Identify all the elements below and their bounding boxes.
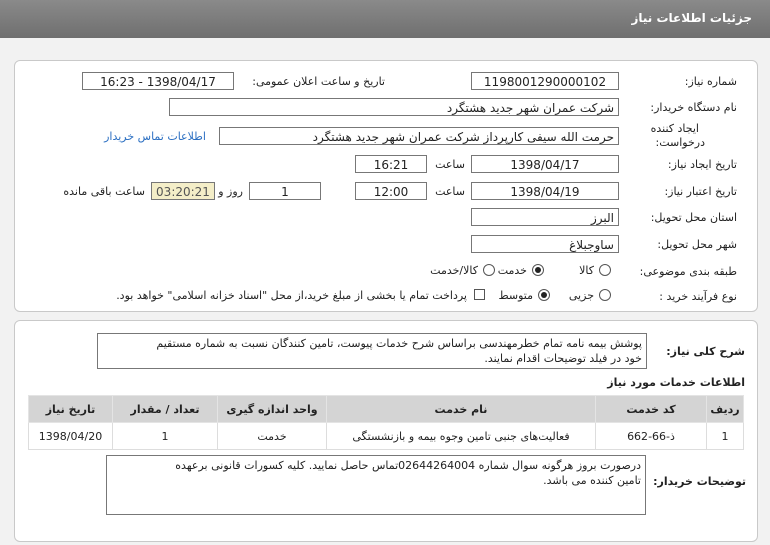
buyer-notes-line-1: درصورت بروز هرگونه سوال شماره 02644264004تماس حاصل نمایید. کلیه کسورات قانونی برعهده bbox=[175, 459, 641, 472]
city-field[interactable]: ساوجبلاغ bbox=[471, 235, 619, 253]
creator-field[interactable]: حرمت الله سیفی کارپرداز شرکت عمران شهر جدید هشتگرد bbox=[219, 127, 619, 145]
category-goods-service-label: کالا/خدمت bbox=[430, 264, 478, 277]
province-label: استان محل تحویل: bbox=[650, 211, 737, 224]
cell-need-date: 1398/04/20 bbox=[29, 423, 113, 450]
city-label: شهر محل تحویل: bbox=[657, 238, 737, 251]
page-title: جزئیات اطلاعات نیاز bbox=[631, 11, 752, 25]
col-unit: واحد اندازه گیری bbox=[218, 396, 327, 423]
buyer-name-label: نام دستگاه خریدار: bbox=[650, 101, 737, 114]
remaining-time-badge: 03:20:21 bbox=[151, 182, 215, 200]
validity-time-label: ساعت bbox=[435, 185, 465, 198]
col-service-code: کد خدمت bbox=[596, 396, 707, 423]
treasury-bonds-checkbox[interactable] bbox=[474, 289, 485, 300]
table-row[interactable] bbox=[29, 423, 744, 450]
category-goods-radio[interactable] bbox=[599, 264, 611, 276]
announce-date-field[interactable]: 1398/04/17 - 16:23 bbox=[82, 72, 234, 90]
cell-unit: خدمت bbox=[218, 423, 327, 450]
created-time-label: ساعت bbox=[435, 158, 465, 171]
creator-label-line2: درخواست: bbox=[655, 136, 705, 149]
cell-quantity: 1 bbox=[113, 423, 218, 450]
category-label: طبقه بندی موضوعی: bbox=[639, 265, 737, 278]
col-quantity: تعداد / مقدار bbox=[113, 396, 218, 423]
buyer-notes-line-2: تامین کننده می باشد. bbox=[543, 474, 641, 487]
created-time-field[interactable]: 16:21 bbox=[355, 155, 427, 173]
category-service-radio[interactable] bbox=[532, 264, 544, 276]
validity-time-field[interactable]: 12:00 bbox=[355, 182, 427, 200]
creator-label-line1: ایجاد کننده bbox=[650, 122, 699, 135]
col-service-name: نام خدمت bbox=[327, 396, 596, 423]
description-label: شرح کلی نیاز: bbox=[666, 345, 745, 358]
need-number-field[interactable]: 1198001290000102 bbox=[471, 72, 619, 90]
col-need-date: تاریخ نیاز bbox=[29, 396, 113, 423]
description-line-2: خود در فیلد توضیحات اقدام نمایند. bbox=[484, 352, 642, 365]
buyer-notes-label: توضیحات خریدار: bbox=[653, 475, 746, 488]
need-number-label: شماره نیاز: bbox=[684, 75, 737, 88]
description-line-1: پوشش بیمه نامه تمام خطرمهندسی براساس شرح خدمات پیوست، تامین کنندگان نسبت به شماره مستقیم bbox=[156, 337, 642, 350]
process-type-label: نوع فرآیند خرید : bbox=[659, 290, 737, 303]
buyer-contact-link[interactable]: اطلاعات تماس خریدار bbox=[104, 130, 206, 143]
process-minor-label: جزیی bbox=[568, 289, 594, 302]
need-info-panel bbox=[14, 60, 758, 312]
cell-service-code: ذ-66-662 bbox=[596, 423, 707, 450]
services-table-header bbox=[29, 396, 744, 423]
validity-days-field[interactable]: 1 bbox=[249, 182, 321, 200]
category-goods-service-radio[interactable] bbox=[483, 264, 495, 276]
category-service-label: خدمت bbox=[497, 264, 527, 277]
announce-date-label: تاریخ و ساعت اعلان عمومی: bbox=[252, 75, 385, 88]
cell-row: 1 bbox=[707, 423, 744, 450]
process-minor-radio[interactable] bbox=[599, 289, 611, 301]
buyer-notes-text bbox=[106, 455, 646, 515]
category-goods-label: کالا bbox=[579, 264, 594, 277]
services-section-title: اطلاعات خدمات مورد نیاز bbox=[607, 376, 745, 389]
province-field[interactable]: البرز bbox=[471, 208, 619, 226]
validity-days-label: روز و bbox=[218, 185, 243, 198]
cell-service-name: فعالیت‌های جنبی تامین وجوه بیمه و بازنشستگی bbox=[327, 423, 596, 450]
validity-date-label: تاریخ اعتبار نیاز: bbox=[664, 185, 737, 198]
buyer-name-field[interactable]: شرکت عمران شهر جدید هشتگرد bbox=[169, 98, 619, 116]
description-text bbox=[97, 333, 647, 369]
title-bar bbox=[0, 0, 770, 38]
created-date-field[interactable]: 1398/04/17 bbox=[471, 155, 619, 173]
process-medium-radio[interactable] bbox=[538, 289, 550, 301]
remaining-time-label: ساعت باقی مانده bbox=[63, 185, 145, 198]
col-row: ردیف bbox=[707, 396, 744, 423]
process-medium-label: متوسط bbox=[498, 289, 533, 302]
treasury-bonds-text: پرداخت تمام یا بخشی از مبلغ خرید،از محل "اسناد خزانه اسلامی" خواهد بود. bbox=[116, 289, 467, 302]
created-date-label: تاریخ ایجاد نیاز: bbox=[667, 158, 737, 171]
validity-date-field[interactable]: 1398/04/19 bbox=[471, 182, 619, 200]
services-table bbox=[28, 395, 744, 450]
